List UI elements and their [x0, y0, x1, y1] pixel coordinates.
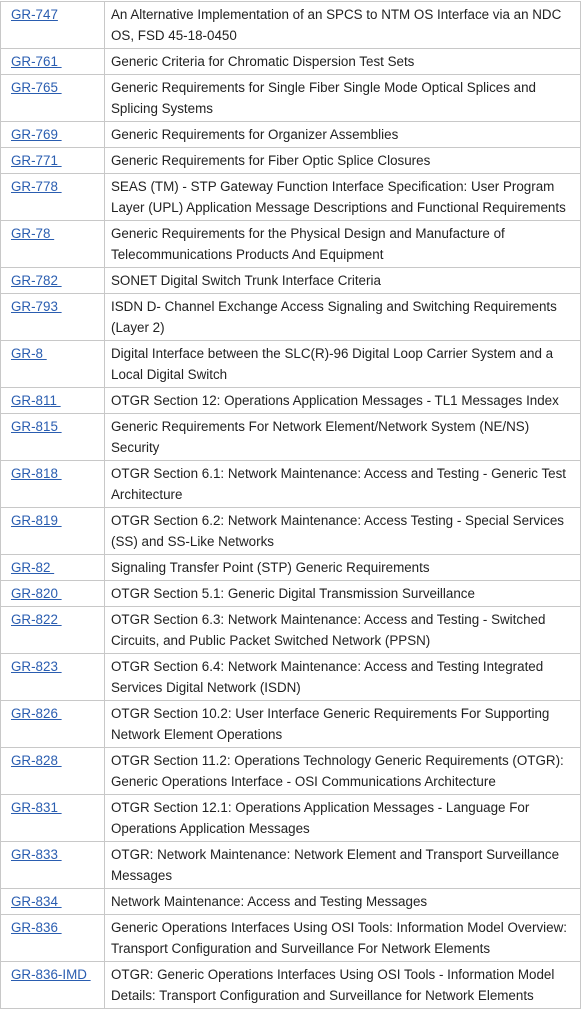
- document-title: Generic Requirements for Fiber Optic Splice Closures: [105, 148, 581, 174]
- document-code-cell: [1, 654, 105, 701]
- table-row: [1, 268, 581, 294]
- document-code-cell: [1, 962, 105, 1009]
- document-code-link[interactable]: GR-836-IMD: [11, 967, 91, 982]
- table-row: [1, 221, 581, 268]
- document-code-cell: [1, 122, 105, 148]
- table-row: [1, 962, 581, 1009]
- table-row: [1, 581, 581, 607]
- document-code-link[interactable]: GR-826: [11, 706, 62, 721]
- document-title: An Alternative Implementation of an SPCS to NTM OS Interface via an NDC OS, FSD 45-18-0450: [105, 2, 581, 49]
- document-title: OTGR Section 6.2: Network Maintenance: Access Testing - Special Services (SS) and SS-Like Networks: [105, 508, 581, 555]
- table-row: [1, 122, 581, 148]
- table-row: [1, 555, 581, 581]
- document-title: OTGR Section 6.1: Network Maintenance: Access and Testing - Generic Test Architecture: [105, 461, 581, 508]
- document-code-cell: [1, 795, 105, 842]
- table-row: [1, 461, 581, 508]
- document-code-cell: [1, 388, 105, 414]
- table-row: [1, 701, 581, 748]
- document-code-cell: [1, 461, 105, 508]
- document-title: Signaling Transfer Point (STP) Generic Requirements: [105, 555, 581, 581]
- document-code-link[interactable]: GR-8: [11, 346, 47, 361]
- document-code-link[interactable]: GR-833: [11, 847, 62, 862]
- table-row: [1, 174, 581, 221]
- document-code-link[interactable]: GR-820: [11, 586, 62, 601]
- document-title: Generic Requirements For Network Element/Network System (NE/NS) Security: [105, 414, 581, 461]
- document-title: Generic Requirements for the Physical Design and Manufacture of Telecommunications Products And Equipment: [105, 221, 581, 268]
- document-code-link[interactable]: GR-793: [11, 299, 62, 314]
- document-code-cell: [1, 555, 105, 581]
- document-code-cell: [1, 701, 105, 748]
- document-code-link[interactable]: GR-823: [11, 659, 62, 674]
- document-title: Network Maintenance: Access and Testing Messages: [105, 889, 581, 915]
- document-code-cell: [1, 174, 105, 221]
- document-code-cell: [1, 294, 105, 341]
- standards-table: [0, 1, 581, 1009]
- document-code-link[interactable]: GR-78: [11, 226, 55, 241]
- document-code-link[interactable]: GR-765: [11, 80, 62, 95]
- document-code-cell: [1, 148, 105, 174]
- table-row: [1, 607, 581, 654]
- document-code-cell: [1, 414, 105, 461]
- document-title: SEAS (TM) - STP Gateway Function Interface Specification: User Program Layer (UPL) Application Message Descriptions and Functional Requirements: [105, 174, 581, 221]
- document-title: OTGR Section 6.4: Network Maintenance: Access and Testing Integrated Services Digital Network (ISDN): [105, 654, 581, 701]
- document-title: OTGR Section 11.2: Operations Technology Generic Requirements (OTGR): Generic Operations Interface - OSI Communications Architecture: [105, 748, 581, 795]
- document-code-link[interactable]: GR-811: [11, 393, 61, 408]
- document-code-link[interactable]: GR-771: [11, 153, 62, 168]
- document-title: ISDN D- Channel Exchange Access Signaling and Switching Requirements (Layer 2): [105, 294, 581, 341]
- document-code-cell: [1, 915, 105, 962]
- document-title: Digital Interface between the SLC(R)-96 Digital Loop Carrier System and a Local Digital Switch: [105, 341, 581, 388]
- document-code-cell: [1, 268, 105, 294]
- document-code-link[interactable]: GR-828: [11, 753, 62, 768]
- document-code-cell: [1, 2, 105, 49]
- document-code-cell: [1, 889, 105, 915]
- document-code-link[interactable]: GR-819: [11, 513, 62, 528]
- table-row: [1, 414, 581, 461]
- table-row: [1, 748, 581, 795]
- document-code-link[interactable]: GR-769: [11, 127, 62, 142]
- document-code-cell: [1, 842, 105, 889]
- document-code-cell: [1, 508, 105, 555]
- document-code-cell: [1, 581, 105, 607]
- document-code-link[interactable]: GR-834: [11, 894, 62, 909]
- document-code-link[interactable]: GR-778: [11, 179, 62, 194]
- document-title: Generic Operations Interfaces Using OSI Tools: Information Model Overview: Transport Configuration and Surveillance For Network Elements: [105, 915, 581, 962]
- document-title: Generic Requirements for Single Fiber Single Mode Optical Splices and Splicing Systems: [105, 75, 581, 122]
- document-title: OTGR Section 12.1: Operations Application Messages - Language For Operations Application Messages: [105, 795, 581, 842]
- document-code-cell: [1, 341, 105, 388]
- document-title: OTGR: Generic Operations Interfaces Using OSI Tools - Information Model Details: Transport Configuration and Surveillance for Network Elements: [105, 962, 581, 1009]
- document-code-cell: [1, 221, 105, 268]
- table-row: [1, 75, 581, 122]
- table-row: [1, 148, 581, 174]
- table-row: [1, 654, 581, 701]
- table-row: [1, 842, 581, 889]
- document-code-link[interactable]: GR-82: [11, 560, 55, 575]
- document-title: OTGR Section 12: Operations Application Messages - TL1 Messages Index: [105, 388, 581, 414]
- document-title: OTGR Section 5.1: Generic Digital Transmission Surveillance: [105, 581, 581, 607]
- document-title: OTGR Section 10.2: User Interface Generic Requirements For Supporting Network Element Operations: [105, 701, 581, 748]
- document-code-link[interactable]: GR-782: [11, 273, 62, 288]
- table-row: [1, 341, 581, 388]
- document-title: OTGR: Network Maintenance: Network Element and Transport Surveillance Messages: [105, 842, 581, 889]
- document-code-link[interactable]: GR-747: [11, 7, 58, 22]
- document-title: Generic Requirements for Organizer Assemblies: [105, 122, 581, 148]
- document-code-cell: [1, 75, 105, 122]
- table-row: [1, 508, 581, 555]
- document-title: OTGR Section 6.3: Network Maintenance: Access and Testing - Switched Circuits, and Public Packet Switched Network (PPSN): [105, 607, 581, 654]
- table-row: [1, 2, 581, 49]
- document-code-link[interactable]: GR-822: [11, 612, 62, 627]
- document-code-link[interactable]: GR-831: [11, 800, 62, 815]
- table-row: [1, 294, 581, 341]
- document-code-cell: [1, 607, 105, 654]
- document-title: SONET Digital Switch Trunk Interface Criteria: [105, 268, 581, 294]
- table-row: [1, 49, 581, 75]
- document-code-link[interactable]: GR-815: [11, 419, 62, 434]
- document-code-cell: [1, 748, 105, 795]
- document-title: Generic Criteria for Chromatic Dispersion Test Sets: [105, 49, 581, 75]
- document-code-link[interactable]: GR-836: [11, 920, 62, 935]
- document-code-link[interactable]: GR-761: [11, 54, 62, 69]
- table-row: [1, 889, 581, 915]
- document-code-cell: [1, 49, 105, 75]
- standards-table-body: [1, 2, 581, 1009]
- table-row: [1, 795, 581, 842]
- document-code-link[interactable]: GR-818: [11, 466, 62, 481]
- table-row: [1, 915, 581, 962]
- table-row: [1, 388, 581, 414]
